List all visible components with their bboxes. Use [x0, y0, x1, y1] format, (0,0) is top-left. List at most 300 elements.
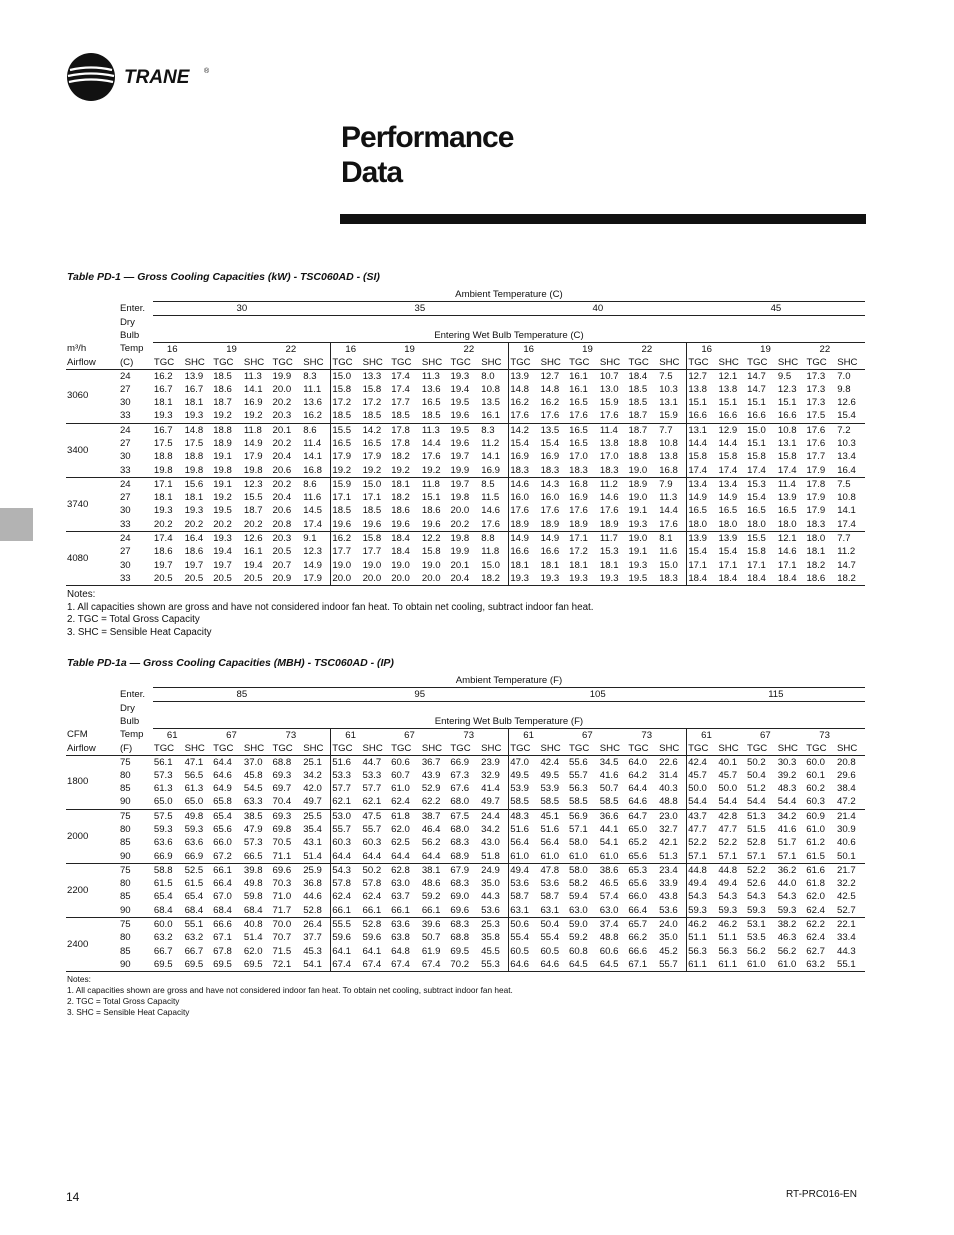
capacity-cell: 18.5 — [628, 383, 648, 395]
capacity-cell: 16.9 — [569, 492, 588, 504]
capacity-cell: 61.0 — [806, 823, 825, 835]
capacity-cell: 47.7 — [718, 823, 738, 835]
capacity-cell: 36.8 — [303, 878, 322, 890]
capacity-cell: 65.6 — [213, 823, 232, 835]
capacity-cell: 12.1 — [718, 369, 747, 383]
capacity-cell: 69.3 — [271, 809, 302, 823]
ambient-temp: 115 — [768, 689, 784, 700]
capacity-cell: 18.2 — [836, 572, 865, 586]
dry-bulb-temp: 30 — [119, 451, 131, 463]
table-row — [66, 450, 865, 463]
capacity-cell: 19.8 — [243, 464, 263, 476]
column-header: TGC — [687, 356, 718, 370]
capacity-cell: 14.1 — [243, 383, 263, 395]
header-spacer — [66, 674, 119, 688]
capacity-cell: 22.6 — [658, 755, 687, 769]
capacity-cell: 52.5 — [184, 863, 213, 877]
capacity-cell: 54.1 — [599, 837, 619, 849]
capacity-cell: 15.8 — [747, 451, 766, 463]
capacity-cell: 19.2 — [213, 410, 232, 422]
capacity-cell: 15.0 — [481, 559, 500, 571]
capacity-cell: 9.8 — [837, 383, 851, 395]
dry-bulb-temp: 24 — [119, 532, 153, 546]
capacity-cell: 15.4 — [718, 546, 738, 558]
capacity-cell: 43.0 — [481, 837, 500, 849]
capacity-cell: 55.7 — [362, 823, 382, 835]
capacity-cell: 65.8 — [213, 796, 232, 808]
performance-table-ip — [66, 674, 865, 972]
capacity-cell: 18.5 — [628, 397, 648, 409]
capacity-cell: 18.9 — [628, 477, 659, 491]
capacity-cell: 35.8 — [481, 932, 500, 944]
capacity-cell: 67.4 — [390, 958, 421, 972]
column-header: TGC — [213, 742, 234, 754]
capacity-cell: 47.9 — [243, 823, 263, 835]
capacity-cell: 17.6 — [569, 505, 588, 517]
capacity-cell: 46.2 — [687, 918, 718, 932]
capacity-cell: 21.7 — [836, 863, 865, 877]
capacity-cell: 51.4 — [303, 850, 322, 862]
capacity-cell: 15.8 — [362, 383, 382, 395]
capacity-cell: 14.3 — [540, 477, 569, 491]
capacity-cell: 19.5 — [450, 397, 470, 409]
capacity-cell: 52.6 — [746, 878, 766, 890]
capacity-cell: 38.1 — [421, 863, 450, 877]
capacity-cell: 50.1 — [837, 850, 856, 862]
table-row — [66, 850, 865, 864]
capacity-cell: 58.2 — [569, 878, 588, 890]
ambient-temp: 105 — [589, 689, 606, 700]
capacity-cell: 55.7 — [331, 823, 362, 836]
capacity-cell: 16.7 — [184, 383, 204, 395]
capacity-cell: 9.5 — [777, 369, 806, 383]
capacity-cell: 16.4 — [184, 532, 213, 546]
column-header: SHC — [243, 742, 265, 754]
table-row — [66, 491, 865, 504]
capacity-cell: 57.8 — [331, 877, 362, 890]
capacity-cell: 11.8 — [481, 546, 500, 558]
airflow-unit: m³/h — [67, 343, 87, 354]
capacity-cell: 50.4 — [539, 918, 568, 932]
capacity-cell: 23.0 — [658, 809, 687, 823]
capacity-cell: 51.7 — [777, 837, 797, 849]
capacity-cell: 62.4 — [806, 932, 825, 944]
capacity-cell: 32.9 — [481, 769, 500, 781]
capacity-cell: 62.1 — [331, 795, 362, 809]
capacity-cell: 61.9 — [421, 945, 441, 957]
capacity-cell: 58.8 — [153, 863, 184, 877]
capacity-cell: 62.0 — [243, 945, 263, 957]
capacity-cell: 15.5 — [243, 492, 263, 504]
capacity-cell: 64.0 — [627, 755, 658, 769]
capacity-cell: 54.4 — [746, 796, 766, 808]
capacity-cell: 18.1 — [569, 559, 588, 571]
capacity-cell: 59.4 — [569, 891, 588, 903]
capacity-cell: 64.6 — [628, 796, 648, 808]
capacity-cell: 51.4 — [243, 932, 263, 944]
capacity-cell: 41.6 — [777, 823, 797, 835]
capacity-cell: 68.9 — [450, 850, 470, 862]
capacity-cell: 55.7 — [658, 958, 687, 972]
capacity-cell: 20.8 — [836, 755, 865, 769]
capacity-cell: 56.3 — [687, 945, 718, 958]
capacity-cell: 19.3 — [540, 572, 569, 586]
header-row — [66, 688, 865, 702]
capacity-cell: 60.0 — [805, 755, 836, 769]
capacity-cell: 61.8 — [390, 809, 421, 823]
capacity-cell: 57.1 — [687, 850, 718, 864]
capacity-cell: 63.8 — [391, 932, 410, 944]
column-header: TGC — [391, 742, 412, 754]
capacity-cell: 41.4 — [481, 783, 500, 795]
capacity-cell: 16.5 — [362, 437, 382, 449]
capacity-cell: 66.9 — [184, 850, 204, 862]
capacity-cell: 51.1 — [718, 932, 738, 944]
capacity-cell: 20.2 — [450, 518, 470, 530]
capacity-cell: 66.1 — [331, 904, 362, 918]
page-number: 14 — [66, 1190, 80, 1204]
capacity-cell: 19.1 — [212, 477, 243, 491]
temp-unit: (F) — [119, 742, 133, 754]
capacity-cell: 16.2 — [153, 369, 184, 383]
capacity-cell: 19.0 — [391, 559, 410, 571]
capacity-cell: 20.5 — [184, 572, 213, 586]
capacity-cell: 68.4 — [213, 904, 232, 916]
capacity-cell: 10.8 — [659, 437, 678, 449]
column-header: TGC — [153, 742, 175, 754]
capacity-cell: 17.9 — [331, 450, 362, 463]
capacity-cell: 23.9 — [480, 755, 509, 769]
capacity-cell: 64.4 — [362, 850, 382, 862]
capacity-cell: 61.5 — [806, 850, 825, 862]
capacity-cell: 51.2 — [746, 783, 766, 795]
notes-heading: Notes: — [67, 974, 91, 984]
capacity-cell: 20.0 — [272, 383, 292, 395]
capacity-cell: 20.0 — [331, 572, 362, 586]
capacity-cell: 19.4 — [243, 559, 263, 571]
capacity-cell: 15.8 — [331, 383, 362, 396]
airflow-value: 3400 — [66, 423, 119, 477]
column-header: SHC — [718, 742, 739, 754]
capacity-cell: 25.1 — [302, 755, 331, 769]
capacity-cell: 17.8 — [391, 437, 410, 449]
wet-bulb-temp: 67 — [582, 729, 593, 741]
capacity-cell: 18.8 — [212, 423, 243, 437]
capacity-cell: 42.4 — [539, 755, 568, 769]
capacity-cell: 19.0 — [628, 464, 648, 476]
capacity-cell: 12.6 — [837, 397, 856, 409]
wet-bulb-temp: 61 — [509, 728, 568, 742]
capacity-cell: 70.4 — [272, 796, 292, 808]
capacity-cell: 17.9 — [806, 505, 826, 517]
capacity-cell: 43.9 — [421, 769, 441, 781]
capacity-cell: 54.5 — [243, 783, 263, 795]
capacity-cell: 11.8 — [243, 423, 272, 437]
capacity-cell: 56.5 — [184, 769, 204, 781]
capacity-cell: 19.3 — [599, 572, 628, 586]
capacity-cell: 14.9 — [303, 559, 322, 571]
capacity-cell: 57.4 — [599, 891, 619, 903]
wet-bulb-temp: 16 — [166, 343, 178, 355]
capacity-cell: 25.9 — [302, 863, 331, 877]
capacity-cell: 64.4 — [421, 850, 441, 862]
capacity-cell: 19.5 — [628, 572, 659, 586]
capacity-cell: 7.7 — [836, 532, 865, 546]
capacity-cell: 59.6 — [362, 932, 382, 944]
capacity-cell: 16.6 — [509, 545, 540, 558]
dry-bulb-temp: 90 — [119, 796, 131, 808]
capacity-cell: 18.2 — [480, 572, 509, 586]
capacity-cell: 16.5 — [568, 423, 599, 437]
capacity-cell: 45.7 — [718, 769, 738, 781]
capacity-cell: 19.5 — [213, 505, 232, 517]
capacity-cell: 7.9 — [658, 477, 687, 491]
note-line: 2. TGC = Total Gross Capacity — [67, 614, 200, 626]
capacity-cell: 58.0 — [568, 863, 599, 877]
capacity-cell: 38.4 — [837, 783, 856, 795]
table-row — [66, 423, 865, 437]
capacity-cell: 39.2 — [777, 769, 797, 781]
capacity-cell: 17.4 — [687, 464, 718, 478]
header-row — [66, 288, 865, 302]
capacity-cell: 18.3 — [540, 464, 560, 476]
capacity-cell: 70.0 — [271, 918, 302, 932]
capacity-cell: 18.5 — [331, 409, 362, 423]
capacity-cell: 67.4 — [362, 958, 391, 972]
capacity-cell: 17.4 — [303, 518, 322, 530]
capacity-cell: 54.4 — [718, 796, 738, 808]
dry-bulb-temp: 80 — [119, 932, 131, 944]
capacity-cell: 50.2 — [362, 863, 391, 877]
capacity-cell: 63.0 — [391, 878, 410, 890]
column-header: TGC — [747, 356, 768, 368]
capacity-cell: 62.2 — [805, 918, 836, 932]
capacity-cell: 60.3 — [806, 796, 825, 808]
capacity-cell: 45.5 — [481, 945, 500, 957]
header-spacer — [66, 715, 119, 729]
dry-bulb-temp: 85 — [119, 945, 131, 957]
capacity-cell: 60.3 — [331, 836, 362, 849]
capacity-cell: 19.6 — [450, 410, 470, 422]
dry-bulb-temp: 85 — [119, 891, 131, 903]
column-header: TGC — [272, 356, 293, 368]
table-row — [66, 532, 865, 546]
capacity-cell: 13.6 — [303, 397, 322, 409]
capacity-cell: 8.3 — [302, 369, 331, 383]
capacity-cell: 18.6 — [184, 546, 204, 558]
capacity-cell: 62.1 — [362, 796, 382, 808]
capacity-cell: 58.5 — [569, 796, 588, 808]
capacity-cell: 61.0 — [540, 850, 560, 862]
capacity-cell: 16.9 — [509, 450, 540, 463]
capacity-cell: 19.6 — [331, 518, 362, 532]
capacity-cell: 60.1 — [806, 769, 825, 781]
capacity-cell: 53.1 — [746, 918, 777, 932]
capacity-cell: 52.2 — [746, 863, 777, 877]
capacity-cell: 54.1 — [302, 958, 331, 972]
wet-bulb-temp: 73 — [819, 729, 830, 741]
capacity-cell: 20.6 — [272, 464, 292, 476]
capacity-cell: 15.0 — [746, 423, 777, 437]
capacity-cell: 7.2 — [836, 423, 865, 437]
capacity-cell: 17.6 — [659, 518, 678, 530]
column-header: TGC — [569, 742, 590, 754]
capacity-cell: 66.7 — [153, 945, 173, 957]
capacity-cell: 14.8 — [540, 383, 560, 395]
capacity-cell: 10.8 — [837, 492, 856, 504]
capacity-cell: 18.5 — [362, 410, 382, 422]
capacity-cell: 49.4 — [509, 863, 540, 877]
document-code: RT-PRC016-EN — [786, 1189, 857, 1200]
capacity-cell: 38.2 — [777, 918, 806, 932]
capacity-cell: 19.3 — [509, 572, 540, 586]
capacity-cell: 15.9 — [599, 397, 619, 409]
capacity-cell: 50.2 — [746, 755, 777, 769]
capacity-cell: 15.4 — [540, 437, 560, 449]
capacity-cell: 42.1 — [659, 837, 678, 849]
capacity-cell: 17.9 — [806, 492, 826, 504]
capacity-cell: 29.6 — [837, 769, 856, 781]
capacity-cell: 52.7 — [837, 904, 856, 916]
capacity-cell: 64.9 — [213, 783, 232, 795]
capacity-cell: 45.7 — [687, 769, 718, 782]
dry-bulb-temp: 85 — [119, 837, 131, 849]
capacity-cell: 18.1 — [390, 477, 421, 491]
column-header: TGC — [272, 742, 293, 754]
capacity-cell: 56.4 — [509, 836, 540, 849]
trane-logo — [66, 52, 216, 102]
capacity-cell: 17.1 — [718, 559, 738, 571]
capacity-cell: 66.7 — [184, 945, 204, 957]
capacity-cell: 50.6 — [509, 918, 540, 932]
capacity-cell: 48.3 — [509, 809, 540, 823]
ambient-temperature-label: Ambient Temperature (F) — [153, 674, 865, 688]
capacity-cell: 57.7 — [362, 783, 382, 795]
performance-table-si — [66, 288, 865, 586]
column-header: TGC — [746, 742, 768, 754]
capacity-cell: 18.7 — [243, 505, 263, 517]
wet-bulb-temp: 16 — [509, 342, 568, 356]
dry-bulb-temp: 75 — [119, 809, 153, 823]
wet-bulb-temp: 67 — [759, 729, 771, 741]
capacity-cell: 11.4 — [303, 437, 322, 449]
header-row — [66, 329, 865, 343]
capacity-cell: 15.4 — [687, 545, 718, 558]
capacity-cell: 11.4 — [777, 477, 806, 491]
capacity-cell: 18.1 — [540, 559, 560, 571]
capacity-cell: 47.2 — [837, 796, 856, 808]
capacity-cell: 19.2 — [391, 464, 410, 476]
capacity-cell: 66.6 — [628, 945, 648, 957]
bulb-label: Bulb — [119, 715, 140, 727]
capacity-cell: 15.8 — [687, 450, 718, 463]
capacity-cell: 44.1 — [599, 823, 619, 835]
capacity-cell: 71.7 — [272, 904, 292, 916]
capacity-cell: 16.8 — [659, 464, 678, 476]
capacity-cell: 62.2 — [421, 796, 441, 808]
capacity-cell: 65.4 — [184, 891, 204, 903]
notes-heading: Notes: — [67, 589, 96, 600]
capacity-cell: 18.0 — [687, 518, 718, 532]
capacity-cell: 13.1 — [659, 397, 678, 409]
column-header: SHC — [599, 356, 621, 368]
capacity-cell: 69.7 — [272, 783, 292, 795]
table-caption: Table PD-1 — Gross Cooling Capacities (kW) - TSC060AD - (SI) — [67, 271, 380, 283]
capacity-cell: 18.7 — [628, 410, 648, 422]
capacity-cell: 66.0 — [628, 891, 648, 903]
column-header: SHC — [303, 356, 324, 368]
capacity-cell: 18.1 — [184, 397, 204, 409]
capacity-cell: 71.5 — [272, 945, 292, 957]
capacity-cell: 11.4 — [599, 423, 628, 437]
trane-circle-logo-icon — [66, 52, 216, 102]
header-row — [66, 316, 865, 329]
capacity-cell: 57.1 — [777, 850, 797, 862]
capacity-cell: 20.3 — [272, 532, 303, 546]
capacity-cell: 60.2 — [806, 783, 825, 795]
capacity-cell: 11.6 — [303, 492, 322, 504]
capacity-cell: 53.0 — [331, 809, 362, 823]
capacity-cell: 25.5 — [302, 809, 331, 823]
capacity-cell: 48.3 — [777, 783, 797, 795]
capacity-cell: 62.0 — [806, 891, 825, 903]
column-header: TGC — [331, 356, 362, 370]
capacity-cell: 15.8 — [362, 532, 391, 546]
capacity-cell: 64.6 — [213, 769, 232, 781]
capacity-cell: 17.6 — [540, 505, 560, 517]
column-header: SHC — [599, 742, 621, 754]
column-header: SHC — [184, 742, 205, 754]
capacity-cell: 66.1 — [362, 904, 382, 916]
airflow-value: 3740 — [66, 477, 119, 531]
capacity-cell: 16.2 — [303, 410, 322, 422]
capacity-cell: 16.2 — [331, 532, 362, 546]
capacity-cell: 18.4 — [391, 546, 410, 558]
capacity-cell: 18.5 — [391, 410, 410, 422]
capacity-cell: 54.3 — [687, 890, 718, 903]
capacity-cell: 14.4 — [718, 437, 738, 449]
column-header: SHC — [837, 742, 858, 754]
header-spacer — [153, 316, 865, 329]
capacity-cell: 67.1 — [627, 958, 658, 972]
capacity-cell: 17.4 — [718, 464, 738, 476]
capacity-cell: 21.4 — [836, 809, 865, 823]
capacity-cell: 13.1 — [777, 437, 797, 449]
capacity-cell: 18.1 — [599, 559, 619, 571]
capacity-cell: 15.0 — [659, 559, 678, 571]
column-header: TGC — [687, 742, 718, 756]
capacity-cell: 49.7 — [481, 796, 500, 808]
capacity-cell: 18.4 — [718, 572, 747, 586]
capacity-cell: 17.6 — [806, 437, 826, 449]
capacity-cell: 53.5 — [746, 932, 766, 944]
capacity-cell: 56.3 — [569, 783, 588, 795]
capacity-cell: 13.8 — [718, 383, 738, 395]
capacity-cell: 20.4 — [272, 492, 292, 504]
capacity-cell: 55.7 — [569, 769, 588, 781]
capacity-cell: 11.8 — [421, 477, 450, 491]
capacity-cell: 58.5 — [599, 796, 619, 808]
capacity-cell: 58.0 — [569, 837, 588, 849]
capacity-cell: 19.7 — [153, 559, 173, 571]
capacity-cell: 63.7 — [391, 891, 410, 903]
capacity-cell: 11.2 — [481, 437, 500, 449]
capacity-cell: 19.1 — [628, 505, 648, 517]
table-row — [66, 877, 865, 890]
capacity-cell: 44.8 — [717, 863, 746, 877]
capacity-cell: 17.1 — [777, 559, 797, 571]
capacity-cell: 17.6 — [481, 518, 500, 530]
